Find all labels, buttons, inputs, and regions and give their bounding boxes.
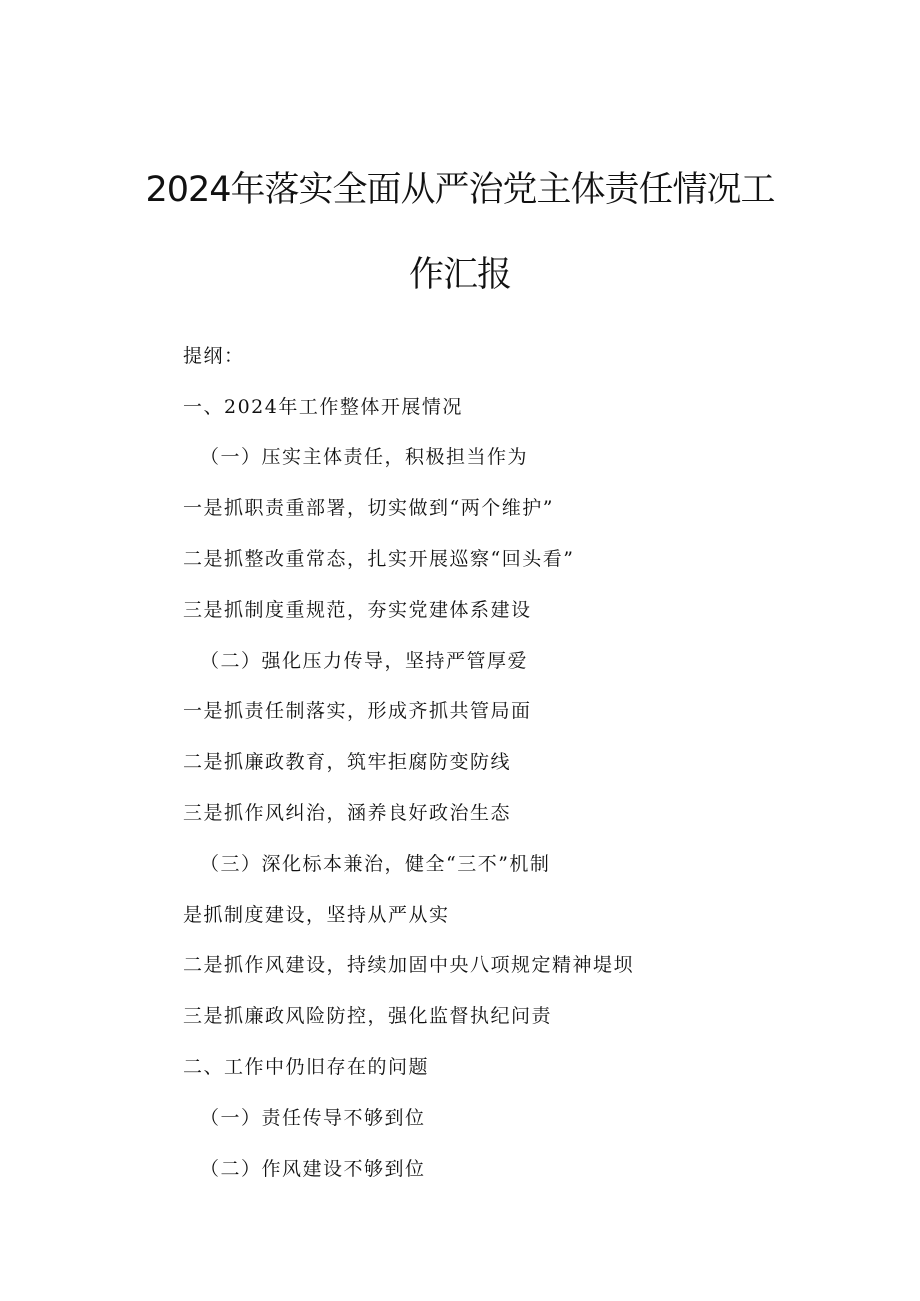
- outline-item: 三是抓制度重规范，夯实党建体系建设: [183, 599, 532, 621]
- outline-item: 三是抓廉政风险防控，强化监督执纪问责: [183, 1005, 553, 1027]
- outline-item: 二是抓廉政教育，筑牢拒腐防变防线: [183, 751, 512, 773]
- document-title-line-2: 作汇报: [408, 255, 511, 295]
- outline-item: （三）深化标本兼治，健全“三不”机制: [200, 853, 551, 875]
- outline-item: 一是抓职责重部署，切实做到“两个维护”: [183, 497, 554, 519]
- outline-item: 一、2024年工作整体开展情况: [183, 396, 463, 418]
- outline-item: （一）责任传导不够到位: [200, 1107, 426, 1129]
- outline-item: 二是抓作风建设，持续加固中央八项规定精神堤坝: [183, 954, 635, 976]
- outline-item: 二是抓整改重常态，扎实开展巡察“回头看”: [183, 548, 575, 570]
- outline-item: （一）压实主体责任，积极担当作为: [200, 446, 529, 468]
- outline-item: 二、工作中仍旧存在的问题: [183, 1056, 430, 1078]
- outline-item: 三是抓作风纠治，涵养良好政治生态: [183, 802, 512, 824]
- outline-heading: 提纲：: [183, 345, 245, 367]
- outline-item: （二）强化压力传导，坚持严管厚爱: [200, 650, 529, 672]
- outline-item: （二）作风建设不够到位: [200, 1158, 426, 1180]
- outline-item: 一是抓责任制落实，形成齐抓共管局面: [183, 700, 532, 722]
- outline-item: 是抓制度建设，坚持从严从实: [183, 904, 450, 926]
- document-title-line-1: 2024年落实全面从严治党主体责任情况工: [145, 170, 775, 210]
